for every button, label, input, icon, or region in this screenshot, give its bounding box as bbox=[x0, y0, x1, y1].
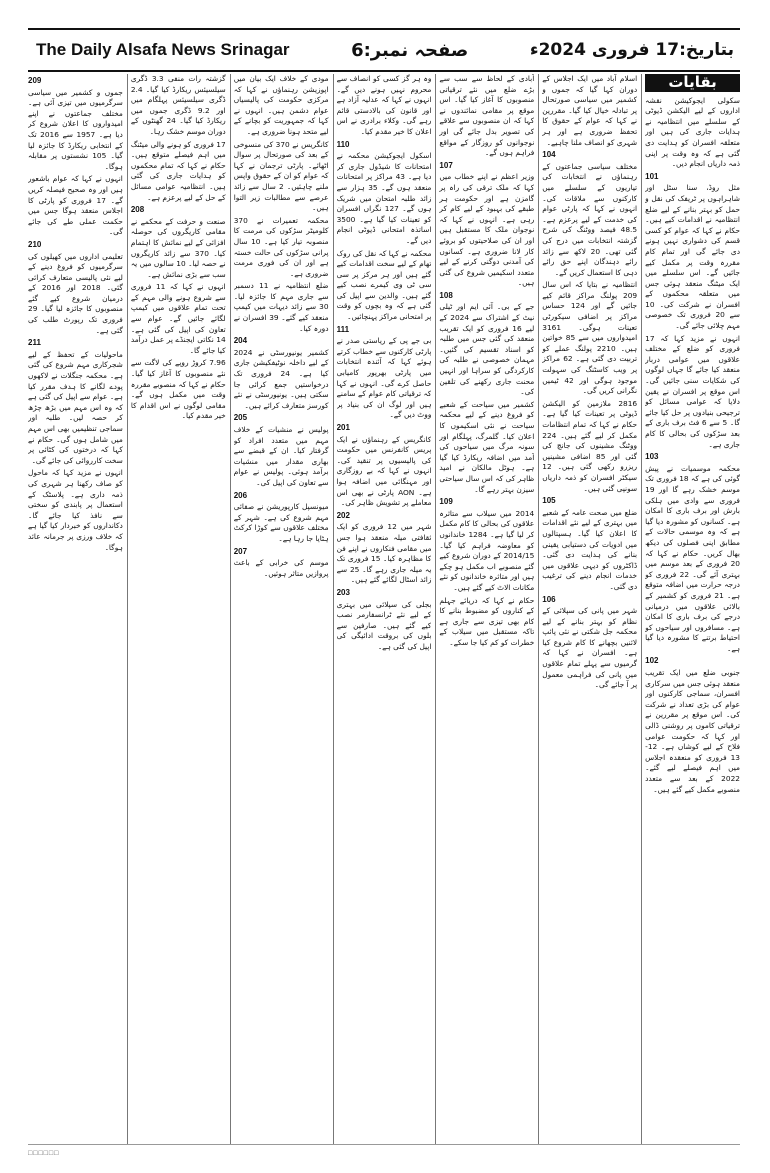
continuation-number: 101 bbox=[645, 171, 659, 181]
article-paragraph: بجلی کی سپلائی میں بہتری کے لیے نئے ٹرانسفارمر نصب کیے گئے ہیں۔ صارفین سے بلوں کی بروقت ادائیگی کی اپیل کی گئی ہے۔ bbox=[336, 599, 432, 651]
section-title: بقایات bbox=[645, 74, 740, 92]
article-paragraph: کشمیر یونیورسٹی نے 2024 کے لیے داخلہ نوٹیفکیشن جاری کیا ہے۔ 24 فروری تک درخواستیں جمع کرائی جا سکتی ہیں۔ یونیورسٹی نے نئے کورسز متعارف کرائے ہیں۔ bbox=[233, 347, 329, 410]
article-paragraph: بی جے پی کے ریاستی صدر نے پارٹی کارکنوں سے خطاب کرتے ہوئے کہا کہ آئندہ انتخابات میں پارٹی بھرپور کامیابی حاصل کرے گی۔ انہوں نے کہا کہ ترقیاتی کام عوام کے سامنے ہیں اور لوگ ان کی بنیاد پر ووٹ دیں گے۔ bbox=[336, 336, 432, 420]
article-paragraph: 2014 میں سیلاب سے متاثرہ علاقوں کی بحالی کا کام مکمل کر لیا گیا ہے۔ 1284 خاندانوں کو معاوضہ فراہم کیا گیا۔ 2014/15 کے دوران شروع کیے گئے منصوبے اب مکمل ہو چکے ہیں اور متاثرہ خاندانوں کو نئے مکانات الاٹ کیے گئے ہیں۔ bbox=[439, 508, 535, 592]
news-column bbox=[234, 74, 329, 1144]
article-columns bbox=[28, 74, 740, 1144]
newspaper-page bbox=[28, 28, 740, 1148]
article-paragraph: اسلام آباد میں ایک اجلاس کے دوران کہا گیا کہ جموں و کشمیر میں سیاسی صورتحال پر تبادلہ خیال کیا گیا۔ مقررین نے کہا کہ عوام کے حقوق کا تحفظ ضروری ہے اور ہر شہری کو انصاف ملنا چاہیے۔ bbox=[542, 74, 638, 147]
news-column bbox=[542, 74, 637, 1144]
continuation-number: 207 bbox=[233, 546, 248, 556]
continuation-number: 111 bbox=[336, 324, 350, 334]
article-paragraph: پولیس نے منشیات کے خلاف مہم میں متعدد افراد کو گرفتار کیا۔ ان کے قبضے سے بھاری مقدار میں منشیات برآمد ہوئی۔ پولیس نے عوام سے تعاون کی اپیل کی۔ bbox=[233, 425, 329, 487]
article-paragraph: انہوں نے کہا کہ عوام باشعور ہیں اور وہ صحیح فیصلہ کریں گے۔ 17 فروری کو پارٹی کا اجلاس منعقد ہوگا جس میں حکمت عملی طے کی جائے گی۔ bbox=[28, 174, 123, 237]
continuation-number: 103 bbox=[645, 452, 659, 462]
continuation-number: 104 bbox=[542, 150, 556, 160]
article-paragraph: وزیر اعظم نے اپنے خطاب میں کہا کہ ملک ترقی کی راہ پر گامزن ہے اور حکومت ہر طبقے کی بہبود کے لیے کام کر رہی ہے۔ انہوں نے کہا کہ نوجوان ملک کا مستقبل ہیں اور ان کی صلاحیتوں کو بروئے کار لانا ضروری ہے۔ کسانوں کی آمدنی دوگنی کرنے کے لیے متعدد اسکیمیں شروع کی گئی ہیں۔ bbox=[439, 172, 535, 288]
article-paragraph: انہوں نے مزید کہا کہ 17 فروری کو ضلع کے مختلف علاقوں میں عوامی دربار منعقد کیا جائے گا جہاں لوگوں کی شکایات سنی جائیں گی۔ اس موقع پر افسران نے یقین دلایا کہ عوامی مسائل کو ترجیحی بنیادوں پر حل کیا جائے گا۔ 5 سے 6 فٹ برف باری کے بعد سڑکوں کی بحالی کا کام جاری ہے۔ bbox=[645, 333, 740, 449]
issue-date: بتاریخ:17 فروری 2024ء bbox=[529, 40, 734, 60]
article-paragraph: وہ ہر گز کسی کو انصاف سے محروم نہیں ہونے دیں گے۔ انہوں نے کہا کہ عدلیہ آزاد ہے اور قانون کی بالادستی قائم رہے گی۔ وکلاء برادری نے اس اعلان کا خیر مقدم کیا۔ bbox=[336, 74, 432, 136]
news-column bbox=[131, 74, 226, 1144]
continuation-number: 211 bbox=[28, 338, 41, 348]
continuation-number: 202 bbox=[336, 510, 350, 520]
article-paragraph: انتظامیہ نے بتایا کہ اس سال 209 پولنگ مراکز قائم کیے جائیں گے اور 124 حساس مراکز پر اضافی سیکورٹی تعینات ہوگی۔ 3161 امیدواروں میں سے 85 خواتین ہیں۔ 2210 پولنگ عملے کو تربیت دی گئی ہے۔ 62 مراکز پر ویب کاسٹنگ کی سہولت موجود ہوگی اور 42 ٹیمیں نگرانی کریں گی۔ bbox=[542, 280, 638, 396]
masthead bbox=[28, 28, 740, 72]
article-paragraph: مختلف سیاسی جماعتوں کے رہنماؤں نے انتخابات کی تیاریوں کے سلسلے میں کارکنوں سے ملاقات کی۔ انہوں نے کہا کہ پارٹی عوام کی خدمت کے لیے پرعزم ہے۔ 48.5 فیصد ووٹنگ کی شرح گزشتہ انتخابات میں درج کی گئی تھی۔ 20 لاکھ سے زائد رائے دہندگان اپنے حق رائے دہی کا استعمال کریں گے۔ bbox=[542, 161, 638, 277]
article-paragraph: مودی کے خلاف ایک بیان میں اپوزیشن رہنماؤں نے کہا کہ مرکزی حکومت کی پالیسیاں عوام دشمن ہیں۔ انہوں نے کہا کہ جمہوریت کو بچانے کے لیے متحد ہونا ضروری ہے۔ bbox=[233, 74, 329, 136]
article-paragraph: 17 فروری کو ہونے والی میٹنگ میں اہم فیصلے متوقع ہیں۔ حکام نے کہا کہ تمام محکموں کو ہدایات جاری کی گئی ہیں۔ انتظامیہ عوامی مسائل کے حل کے لیے پرعزم ہے۔ bbox=[130, 139, 226, 202]
page-number: صفحہ نمبر:6 bbox=[351, 39, 469, 61]
article-paragraph: حکام نے کہا کہ دریائے جہلم کے کناروں کو مضبوط بنانے کا کام بھی تیزی سے جاری ہے تاکہ مستقبل میں سیلاب کے خطرات کو کم کیا جا سکے۔ bbox=[439, 595, 535, 647]
article-paragraph: آبادی کے لحاظ سے سب سے بڑے ضلع میں نئے ترقیاتی منصوبوں کا آغاز کیا گیا۔ اس موقع پر مقامی نمائندوں نے کہا کہ ان منصوبوں سے علاقے کی تصویر بدل جائے گی اور نوجوانوں کو روزگار کے مواقع فراہم ہوں گے۔ bbox=[439, 74, 535, 158]
continuation-number: 109 bbox=[439, 497, 453, 507]
article-paragraph: کشمیر میں سیاحت کے شعبے کو فروغ دینے کے لیے محکمہ سیاحت نے نئی اسکیموں کا اعلان کیا۔ گلمرگ، پہلگام اور سونہ مرگ میں سیاحوں کی آمد میں اضافہ ریکارڈ کیا گیا ہے۔ ہوٹل مالکان نے امید ظاہر کی کہ اس سال سیاحتی سیزن بہتر رہے گا۔ bbox=[439, 399, 535, 494]
article-paragraph: شہر میں پانی کی سپلائی کے نظام کو بہتر بنانے کے لیے محکمہ جل شکتی نے نئی پائپ لائنیں بچھانے کا کام شروع کیا ہے۔ افسران نے کہا کہ گرمیوں سے پہلے تمام علاقوں میں پانی کی فراہمی معمول پر آ جائے گی۔ bbox=[542, 606, 638, 690]
article-paragraph: صنعت و حرفت کے محکمے نے مقامی کاریگروں کی حوصلہ افزائی کے لیے نمائش کا اہتمام کیا۔ 370 سے زائد کاریگروں نے حصہ لیا۔ 10 سالوں میں یہ سب سے بڑی نمائش ہے۔ bbox=[130, 216, 226, 279]
continuation-number: 209 bbox=[28, 76, 42, 85]
continuation-number: 210 bbox=[28, 239, 42, 249]
article-paragraph: 2816 ملازمین کو الیکشن ڈیوٹی پر تعینات کیا گیا ہے۔ حکام نے کہا کہ تمام انتظامات مکمل کر لیے گئے ہیں۔ 224 ووٹنگ مشینوں کی جانچ کی گئی اور 85 اضافی مشینیں ریزرو رکھی گئی ہیں۔ 12 سیکٹر افسران کو ذمہ داریاں سونپی گئی ہیں۔ bbox=[542, 398, 638, 493]
continuation-number: 205 bbox=[233, 413, 248, 423]
continuation-number: 204 bbox=[233, 336, 248, 346]
news-column bbox=[439, 74, 534, 1144]
paper-name: The Daily Alsafa News Srinagar bbox=[36, 40, 290, 59]
column-divider bbox=[333, 74, 334, 1144]
continuation-number: 201 bbox=[336, 423, 350, 432]
article-paragraph: محکمہ موسمیات نے پیش گوئی کی ہے کہ 18 فروری تک موسم خشک رہے گا اور 19 فروری سے وادی میں ہلکی بارش اور برف باری کا امکان ہے۔ کسانوں کو مشورہ دیا گیا ہے کہ وہ موسمی حالات کے مطابق اپنی فصلوں کی دیکھ بھال کریں۔ حکام نے کہا کہ 20 فروری کے بعد موسم میں بہتری آئے گی۔ 22 فروری کو درجہ حرارت میں اضافہ متوقع ہے۔ 21 فروری کو کشمیر کے بالائی علاقوں میں درمیانی درجے کی برف باری کا امکان ہے۔ مسافروں اور سیاحوں کو احتیاط برتنے کا مشورہ دیا گیا ہے۔ bbox=[645, 463, 740, 653]
column-divider bbox=[641, 74, 642, 1144]
article-paragraph: کانگریس نے 370 کی منسوخی کے بعد کی صورتحال پر سوال اٹھائے۔ پارٹی ترجمان نے کہا کہ عوام کو ان کے حقوق واپس ملنے چاہئیں۔ 2 سال سے زائد عرصے سے مطالبات زیر التوا ہیں۔ bbox=[233, 139, 329, 213]
article-paragraph: جموں و کشمیر میں سیاسی سرگرمیوں میں تیزی آئی ہے۔ مختلف جماعتوں نے اپنے امیدواروں کا اعلان شروع کر دیا ہے۔ 1957 سے 2016 تک کے انتخابی ریکارڈ کا جائزہ لیا گیا۔ 105 نشستوں پر مقابلہ ہوگا۔ bbox=[28, 87, 123, 171]
article-paragraph: مثل روڈ، سنا سٹل اور شاہراہوں پر ٹریفک کی نقل و حمل کو بہتر بنانے کے لیے ضلع انتظامیہ نے اقدامات کیے ہیں۔ حکام نے کہا کہ عوام کو کسی قسم کی دشواری نہیں ہونے دی جائے گی اور تمام کام مقررہ وقت پر مکمل کیے جائیں گے۔ اس سلسلے میں ایک میٹنگ منعقد ہوئی جس میں متعلقہ محکموں کے افسران نے شرکت کی۔ 10 سے 20 فروری تک خصوصی مہم چلائی جائے گی۔ bbox=[645, 183, 740, 331]
article-paragraph: ضلع میں صحت عامہ کے شعبے میں بہتری کے لیے نئے اقدامات کا اعلان کیا گیا۔ ہسپتالوں میں ادویات کی دستیابی یقینی بنانے کی ہدایت دی گئی۔ ڈاکٹروں کو دیہی علاقوں میں خدمات انجام دینے کی ترغیب دی گئی۔ bbox=[542, 507, 638, 591]
article-paragraph: انہوں نے مزید کہا کہ ماحول کو صاف رکھنا ہر شہری کی ذمہ داری ہے۔ پلاسٹک کے استعمال پر پابندی کو سختی سے نافذ کیا جائے گا۔ دکانداروں کو خبردار کیا گیا ہے کہ خلاف ورزی پر جرمانہ عائد ہوگا۔ bbox=[28, 468, 123, 552]
article-paragraph: شہر میں 12 فروری کو ایک ثقافتی میلہ منعقد ہوا جس میں مقامی فنکاروں نے اپنے فن کا مظاہرہ کیا۔ 15 فروری تک یہ میلہ جاری رہے گا۔ 25 سے زائد اسٹال لگائے گئے ہیں۔ bbox=[336, 522, 432, 585]
article-paragraph: میونسپل کارپوریشن نے صفائی مہم شروع کی ہے۔ شہر کے مختلف علاقوں سے کوڑا کرکٹ ہٹایا جا رہا ہے۔ bbox=[233, 502, 329, 543]
article-paragraph: کانگریس کے رہنماؤں نے ایک پریس کانفرنس میں حکومت کی پالیسیوں پر تنقید کی۔ انہوں نے کہا کہ بے روزگاری اور مہنگائی میں اضافہ ہوا ہے۔ AON پارٹی نے بھی اس معاملے پر تشویش ظاہر کی۔ bbox=[336, 434, 432, 508]
news-column bbox=[337, 74, 432, 1144]
column-divider bbox=[435, 74, 436, 1144]
column-divider bbox=[127, 74, 128, 1144]
article-paragraph: جے کے بی۔ آئی ایم اور ٹیلی نیٹ کے اشتراک سے 2024 کے لیے 16 فروری کو ایک تقریب منعقد کی گئی جس میں طلبہ کو اسناد تقسیم کی گئیں۔ مہمان خصوصی نے طلبہ کی کارکردگی کو سراہا اور انہیں محنت جاری رکھنے کی تلقین کی۔ bbox=[439, 302, 535, 397]
news-column bbox=[645, 74, 740, 1144]
continuation-number: 102 bbox=[645, 656, 659, 666]
article-paragraph: محکمہ نے کہا کہ نقل کی روک تھام کے لیے سخت اقدامات کیے گئے ہیں اور ہر مرکز پر سی سی ٹی وی کیمرے نصب کیے گئے ہیں۔ والدین سے اپیل کی گئی ہے کہ وہ بچوں کو وقت پر امتحانی مراکز پہنچائیں۔ bbox=[336, 248, 432, 322]
column-divider bbox=[538, 74, 539, 1144]
continuation-number: 110 bbox=[336, 139, 350, 149]
continuation-number: 107 bbox=[439, 160, 453, 170]
footer-mark: □□□□□□ bbox=[28, 1150, 60, 1157]
continuation-number: 108 bbox=[439, 290, 453, 300]
article-paragraph: 7.96 کروڑ روپے کی لاگت سے نئے منصوبوں کا آغاز کیا گیا۔ حکام نے کہا کہ منصوبے مقررہ وقت میں مکمل ہوں گے۔ مقامی لوگوں نے اس اقدام کا خیر مقدم کیا۔ bbox=[130, 358, 226, 421]
article-paragraph: ضلع انتظامیہ نے 11 دسمبر سے جاری مہم کا جائزہ لیا۔ 30 سے زائد دیہات میں کیمپ منعقد کیے گئے۔ 39 افسران نے دورہ کیا۔ bbox=[233, 281, 329, 333]
article-paragraph: سکولی ایجوکیشن نقشہ اداروں کے لیے الیکشن ڈیوٹی کے سلسلے میں انتظامیہ نے ہدایات جاری کی ہیں اور متعلقہ افسران کو ہدایت دی گئی ہے کہ وہ وقت پر اپنی ذمہ داریاں انجام دیں۔ bbox=[645, 95, 740, 169]
article-paragraph: موسم کی خرابی کے باعث پروازیں متاثر ہوئیں۔ bbox=[233, 558, 329, 578]
article-paragraph: محکمہ تعمیرات نے 370 کلومیٹر سڑکوں کی مرمت کا منصوبہ تیار کیا ہے۔ 10 سال پرانی سڑکوں کی حالت خستہ ہے اور ان کی فوری مرمت ضروری ہے۔ bbox=[233, 215, 329, 278]
article-paragraph: تعلیمی اداروں میں کھیلوں کی سرگرمیوں کو فروغ دینے کے لیے نئی پالیسی متعارف کرائی گئی۔ 2018 اور 2016 کے درمیان شروع کیے گئے منصوبوں کا جائزہ لیا گیا۔ 29 فروری تک رپورٹ طلب کی گئی ہے۔ bbox=[28, 251, 123, 335]
bottom-rule bbox=[28, 1144, 740, 1145]
article-paragraph: ماحولیات کے تحفظ کے لیے شجرکاری مہم شروع کی گئی ہے۔ محکمہ جنگلات نے لاکھوں پودے لگانے کا ہدف مقرر کیا ہے۔ عوام سے اپیل کی گئی ہے کہ وہ اس مہم میں بڑھ چڑھ کر حصہ لیں۔ طلبہ اور سماجی تنظیمیں بھی اس مہم میں شامل ہوں گی۔ حکام نے کہا کہ درختوں کی کٹائی پر سخت کارروائی کی جائے گی۔ bbox=[28, 349, 123, 465]
article-paragraph: گزشتہ رات منفی 3.3 ڈگری سیلسیئس ریکارڈ کیا گیا۔ 2.4 ڈگری سیلسیئس پہلگام میں اور 9.2 ڈگری جموں میں ریکارڈ کیا گیا۔ 24 گھنٹوں کے دوران موسم خشک رہا۔ bbox=[130, 74, 226, 136]
column-divider bbox=[230, 74, 231, 1144]
article-paragraph: جنوبی ضلع میں ایک تقریب منعقد ہوئی جس میں سرکاری افسران، سماجی کارکنوں اور عوام کی بڑی تعداد نے شرکت کی۔ اس موقع پر مقررین نے ترقیاتی کاموں پر روشنی ڈالی اور کہا کہ حکومت عوامی فلاح کے لیے کوشاں ہے۔ 12-13 فروری کو منعقدہ اجلاس میں اہم فیصلے لیے گئے۔ 2022 کے بعد سے متعدد منصوبے مکمل کیے گئے ہیں۔ bbox=[645, 668, 740, 794]
continuation-number: 208 bbox=[130, 205, 145, 215]
continuation-number: 105 bbox=[542, 496, 556, 506]
article-paragraph: انہوں نے کہا کہ 11 فروری سے شروع ہونے والی مہم کے تحت تمام علاقوں میں کیمپ لگائے جائیں گے۔ عوام سے تعاون کی اپیل کی گئی ہے۔ 14 نکاتی ایجنڈے پر عمل درآمد کیا جائے گا۔ bbox=[130, 282, 226, 355]
continuation-number: 203 bbox=[336, 587, 350, 597]
continuation-number: 106 bbox=[542, 594, 556, 604]
continuation-number: 206 bbox=[233, 490, 248, 500]
article-paragraph: اسکول ایجوکیشن محکمہ نے امتحانات کا شیڈول جاری کر دیا ہے۔ 43 مراکز پر امتحانات منعقد ہوں گے۔ 35 ہزار سے زائد طلبہ امتحان میں شریک ہوں گے۔ 127 نگراں افسران کو تعینات کیا گیا ہے۔ 3500 اساتذہ امتحانی ڈیوٹی انجام دیں گے۔ bbox=[336, 151, 432, 245]
news-column bbox=[28, 74, 123, 1144]
